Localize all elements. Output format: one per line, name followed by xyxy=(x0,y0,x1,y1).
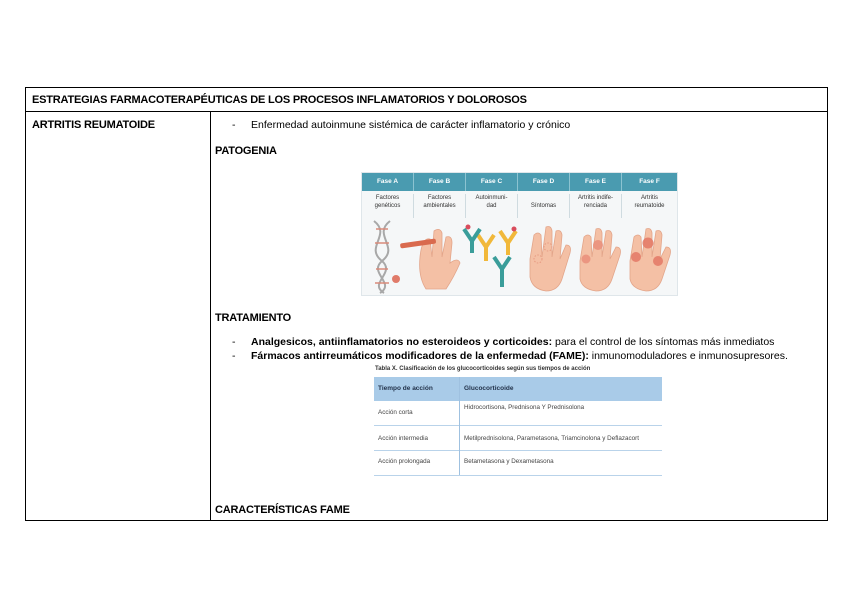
glucocorticoid-table-divider xyxy=(459,377,460,475)
table-row xyxy=(374,451,662,476)
hand-rheumatoid-icon xyxy=(630,229,671,292)
column-divider xyxy=(210,111,211,520)
phase-a-label: Fase A xyxy=(362,173,414,191)
bullet-marker: - xyxy=(232,119,236,131)
row-drugs: Metilprednisolona, Parametasona, Triamcinolona y Deflazacort xyxy=(464,435,639,442)
row-drugs: Betametasona y Dexametasona xyxy=(464,458,554,465)
section-tratamiento: TRATAMIENTO xyxy=(215,312,292,324)
glucocorticoid-table xyxy=(374,377,662,475)
intro-bullet-text: Enfermedad autoinmune sistémica de carácter inflamatorio y crónico xyxy=(251,119,571,131)
bullet-marker: - xyxy=(232,350,236,362)
phase-c-desc: Autoinmuni- dad xyxy=(466,194,518,218)
table-header-row xyxy=(26,88,827,112)
row-label: ARTRITIS REUMATOIDE xyxy=(32,119,155,131)
treatment-item-2 xyxy=(251,350,788,362)
dna-helix-icon xyxy=(374,221,400,293)
row-time: Acción prolongada xyxy=(378,458,431,465)
antibody-icon xyxy=(464,225,517,288)
table-row xyxy=(374,426,662,451)
phase-c-label: Fase C xyxy=(466,173,518,191)
phase-e-label: Fase E xyxy=(570,173,622,191)
bullet-marker: - xyxy=(232,336,236,348)
phase-a-desc: Factores genéticos xyxy=(362,194,414,218)
figure-phase-header xyxy=(362,173,677,191)
phase-f-label: Fase F xyxy=(639,178,660,185)
phase-d-desc: Síntomas xyxy=(518,194,570,218)
section-caracteristicas-fame: CARACTERÍSTICAS FAME xyxy=(215,504,350,516)
row-time: Acción intermedia xyxy=(378,435,429,442)
table-row xyxy=(374,401,662,426)
phase-d-label: Fase D xyxy=(518,173,570,191)
phase-b-desc: Factores ambientales xyxy=(414,194,466,218)
treatment-item-1-bold: Analgesicos, antiinflamatorios no esteroideos y corticoides: xyxy=(251,336,553,348)
col-header-drug: Glucocorticoide xyxy=(464,385,514,392)
phase-f-desc: Artritis reumatoide xyxy=(634,195,665,209)
glucocorticoid-table-header xyxy=(374,377,662,401)
phase-illustrations xyxy=(362,217,677,295)
treatment-item-2-bold: Fármacos antirreumáticos modificadores de la enfermedad (FAME): xyxy=(251,350,589,362)
phase-b-label: Fase B xyxy=(414,173,466,191)
hand-cigarette-icon xyxy=(400,229,460,289)
table-header-title: ESTRATEGIAS FARMACOTERAPÉUTICAS DE LOS PROCESOS INFLAMATORIOS Y DOLOROSOS xyxy=(32,94,527,106)
treatment-item-2-rest: inmunomoduladores e inmunosupresores. xyxy=(588,350,788,362)
col-header-time: Tiempo de acción xyxy=(378,385,433,392)
treatment-item-1 xyxy=(251,336,774,348)
strategy-table xyxy=(25,87,828,521)
phase-e-desc: Artritis indife- renciada xyxy=(570,194,622,218)
glucocorticoid-table-title: Tabla X. Clasificación de los glucocorticoides según sus tiempos de acción xyxy=(375,366,591,372)
hand-symptoms-icon xyxy=(530,227,571,292)
hand-undifferentiated-icon xyxy=(580,229,621,292)
row-time: Acción corta xyxy=(378,409,413,416)
row-drugs: Hidrocortisona, Prednisona Y Prednisolona xyxy=(464,404,585,411)
pathogenesis-figure xyxy=(361,172,678,296)
treatment-item-1-rest: para el control de los síntomas más inmediatos xyxy=(552,336,775,348)
section-patogenia: PATOGENIA xyxy=(215,145,277,157)
